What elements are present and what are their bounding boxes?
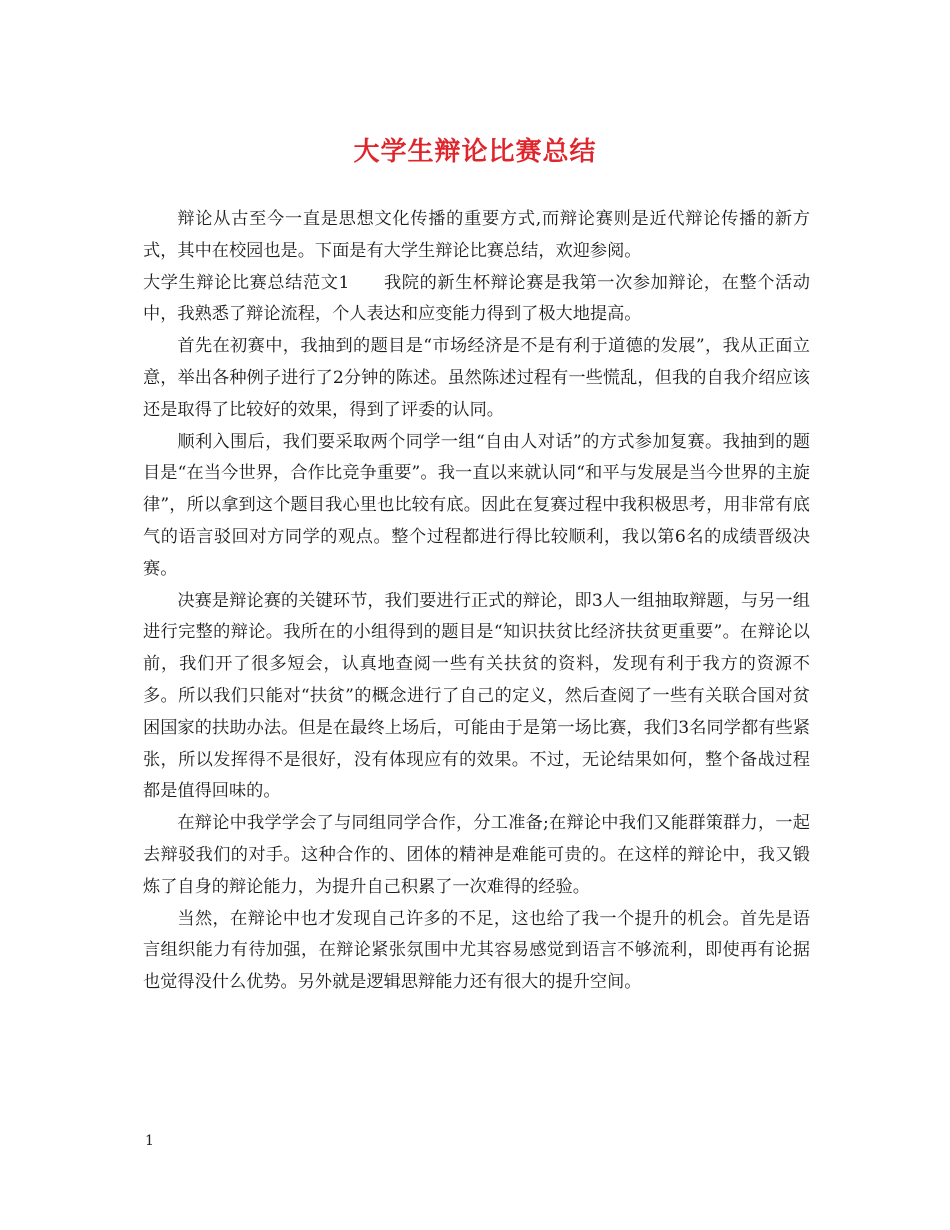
- body-paragraph-2: 顺利入围后，我们要采取两个同学一组“自由人对话”的方式参加复赛。我抽到的题目是“在当今世界，合作比竞争重要”。我一直以来就认同“和平与发展是当今世界的主旋律”，所以拿到这个题目我心里也比较有底。因此在复赛过程中我积极思考，用非常有底气的语言驳回对方同学的观点。整个过程都进行得比较顺利，我以第6名的成绩晋级决赛。: [143, 431, 810, 579]
- section-heading: 大学生辩论比赛总结范文1: [143, 272, 350, 293]
- section-first-text: 我院的新生杯辩论赛是我第一次参加辩论，在整个活动中，我熟悉了辩论流程，个人表达和应变能力得到了极大地提高。: [143, 272, 810, 325]
- section-paragraph: [143, 268, 810, 332]
- body-paragraph-5: 当然，在辩论中也才发现自己许多的不足，这也给了我一个提升的机会。首先是语言组织能力有待加强，在辩论紧张氛围中尤其容易感觉到语言不够流利，即使再有论据也觉得没什么优势。另外就是逻辑思辩能力还有很大的提升空间。: [143, 908, 810, 993]
- document-body: [143, 204, 810, 999]
- document-title: 大学生辩论比赛总结: [353, 137, 597, 167]
- body-paragraph-1: 首先在初赛中，我抽到的题目是“市场经济是不是有利于道德的发展”，我从正面立意，举出各种例子进行了2分钟的陈述。虽然陈述过程有一些慌乱，但我的自我介绍应该还是取得了比较好的效果，得到了评委的认同。: [143, 336, 810, 420]
- page-number: 1: [145, 1133, 154, 1149]
- intro-paragraph: 辩论从古至今一直是思想文化传播的重要方式,而辩论赛则是近代辩论传播的新方式，其中在校园也是。下面是有大学生辩论比赛总结，欢迎参阅。: [143, 209, 810, 261]
- body-paragraph-4: 在辩论中我学学会了与同组同学合作，分工准备;在辩论中我们又能群策群力，一起去辩驳我们的对手。这种合作的、团体的精神是难能可贵的。在这样的辩论中，我又锻炼了自身的辩论能力，为提升自己积累了一次难得的经验。: [143, 813, 810, 897]
- body-paragraph-3: 决赛是辩论赛的关键环节，我们要进行正式的辩论，即3人一组抽取辩题，与另一组进行完整的辩论。我所在的小组得到的题目是“知识扶贫比经济扶贫更重要”。在辩论以前，我们开了很多短会，认真地查阅一些有关扶贫的资料，发现有利于我方的资源不多。所以我们只能对“扶贫”的概念进行了自己的定义，然后查阅了一些有关联合国对贫困国家的扶助办法。但是在最终上场后，可能由于是第一场比赛，我们3名同学都有些紧张，所以发挥得不是很好，没有体现应有的效果。不过，无论结果如何，整个备战过程都是值得回味的。: [143, 590, 810, 802]
